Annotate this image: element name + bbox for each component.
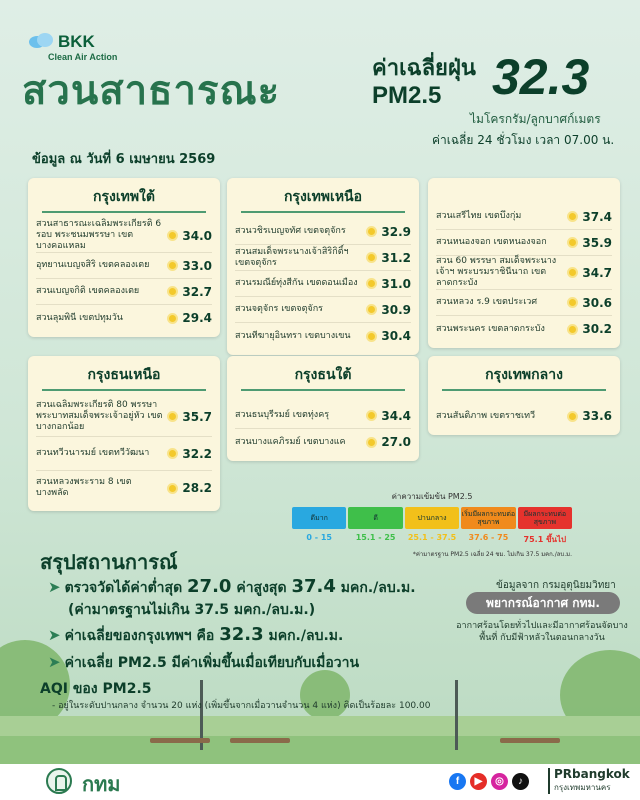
park-name: สวนพระนคร เขตลาดกระบัง xyxy=(436,323,545,334)
instagram-icon[interactable]: ◎ xyxy=(491,773,508,790)
park-value: 34.4 xyxy=(381,408,411,423)
tree-decoration xyxy=(300,670,350,720)
park-name: สวนจตุจักร เขตจตุจักร xyxy=(235,304,323,314)
sun-icon xyxy=(167,286,178,297)
park-value: 34.7 xyxy=(582,265,612,280)
average-period: ค่าเฉลี่ย 24 ชั่วโมง เวลา 07.00 น. xyxy=(432,133,615,147)
bullet-text: ค่าเฉลี่ยของกรุงเทพฯ คือ xyxy=(64,628,215,644)
page-title: สวนสาธารณะ xyxy=(22,69,281,113)
legend-level: มีผลกระทบต่อสุขภาพ xyxy=(518,507,572,529)
park-name: สวนทวีวนารมย์ เขตทวีวัฒนา xyxy=(36,448,150,458)
park-name: สวนสาธารณะเฉลิมพระเกียรติ 6 รอบ พระชนมพรรษา เขตบางคอแหลม xyxy=(36,219,162,251)
park-row xyxy=(436,230,612,256)
park-row xyxy=(36,397,212,437)
sun-icon xyxy=(167,411,178,422)
legend-range: 15.1 - 25 xyxy=(355,533,396,542)
data-date: ข้อมูล ณ วันที่ 6 เมษายน 2569 xyxy=(32,152,216,167)
legend-range: 75.1 ขึ้นไป xyxy=(523,535,567,544)
legend-level: ดี xyxy=(348,507,402,529)
park-row xyxy=(36,305,212,331)
legend-title: ค่าความเข้มข้น PM2.5 xyxy=(391,492,473,501)
legend-bars xyxy=(292,507,572,529)
park-value: 30.9 xyxy=(381,302,411,317)
park-row xyxy=(36,437,212,471)
park-value: 31.0 xyxy=(381,276,411,291)
sun-icon xyxy=(366,226,377,237)
park-value: 32.7 xyxy=(182,284,212,299)
zone-title: กรุงธนเหนือ xyxy=(42,364,206,391)
data-source: ข้อมูลจาก กรมอุตุนิยมวิทยา xyxy=(496,580,616,591)
park-row xyxy=(36,253,212,279)
legend-level: ปานกลาง xyxy=(405,507,459,529)
park-row xyxy=(436,256,612,290)
park-value: 34.0 xyxy=(182,228,212,243)
forecast-label: พยากรณ์อากาศ กทม. xyxy=(466,592,620,614)
bullet-text: ตรวจวัดได้ค่าต่ำสุด xyxy=(64,580,183,596)
average-value: 32.3 xyxy=(492,49,590,105)
park-value: 35.9 xyxy=(582,235,612,250)
park-value: 32.9 xyxy=(381,224,411,239)
park-row xyxy=(235,245,411,271)
sun-icon xyxy=(567,211,578,222)
park-row xyxy=(235,429,411,455)
facebook-icon[interactable]: f xyxy=(449,773,466,790)
youtube-icon[interactable]: ▶ xyxy=(470,773,487,790)
logo-text: BKK xyxy=(58,32,95,51)
sun-icon xyxy=(567,324,578,335)
park-row xyxy=(436,204,612,230)
park-value: 27.0 xyxy=(381,435,411,449)
legend-range: 0 - 15 xyxy=(306,533,332,542)
zone-title: กรุงเทพใต้ xyxy=(42,186,206,213)
park-name: สวนสมเด็จพระนางเจ้าสิริกิติ์ฯ เขตจตุจักร xyxy=(235,246,349,268)
sun-icon xyxy=(366,278,377,289)
bma-seal-icon xyxy=(46,768,72,794)
lamp-post xyxy=(455,680,458,750)
pr-subtitle: กรุงเทพมหานคร xyxy=(554,783,611,792)
summary-bullet xyxy=(48,624,343,647)
zone-card xyxy=(227,356,419,461)
sun-icon xyxy=(567,237,578,248)
arrow-icon: ➤ xyxy=(48,653,61,671)
pr-handle: PRbangkok xyxy=(554,767,630,781)
summary-title: สรุปสถานการณ์ xyxy=(40,550,178,574)
org-name: กทม xyxy=(82,772,121,796)
sun-icon xyxy=(167,483,178,494)
zone-title: กรุงธนใต้ xyxy=(241,364,405,391)
park-value: 30.6 xyxy=(582,295,612,310)
average-label: ค่าเฉลี่ยฝุ่น xyxy=(372,56,476,81)
park-name: สวน 60 พรรษา สมเด็จพระนางเจ้าฯ พระบรมราชินีนาถ เขตลาดกระบัง xyxy=(436,256,557,288)
bench xyxy=(150,738,210,743)
legend-ranges xyxy=(292,533,572,546)
pr-bangkok xyxy=(548,768,630,794)
park-row xyxy=(36,471,212,505)
zone-title: กรุงเทพกลาง xyxy=(442,364,606,391)
unit-label: ไมโครกรัม/ลูกบาศก์เมตร xyxy=(470,112,601,126)
park-value: 37.4 xyxy=(582,209,612,224)
park-name: สวนรมณีย์ทุ่งสีกัน เขตดอนเมือง xyxy=(235,278,358,288)
park-value: 31.2 xyxy=(381,250,411,265)
sun-icon xyxy=(167,260,178,271)
legend-level: ดีมาก xyxy=(292,507,346,529)
legend-level: เริ่มมีผลกระทบต่อสุขภาพ xyxy=(461,507,515,529)
park-row xyxy=(36,279,212,305)
park-value: 33.0 xyxy=(182,258,212,273)
sun-icon xyxy=(567,297,578,308)
sun-icon xyxy=(366,437,377,448)
park-value: 32.2 xyxy=(182,446,212,461)
sun-icon xyxy=(366,252,377,263)
bullet-text: ค่าสูงสุด xyxy=(236,580,287,596)
standard-note: (ค่ามาตรฐานไม่เกิน 37.5 มคก./ลบ.ม.) xyxy=(68,602,316,618)
zone-card xyxy=(28,178,220,337)
bench xyxy=(230,738,290,743)
park-row xyxy=(436,403,612,429)
park-name: สวนบางแคภิรมย์ เขตบางแค xyxy=(235,436,346,447)
logo-subtitle: Clean Air Action xyxy=(48,52,118,62)
park-row xyxy=(235,323,411,349)
park-name: สวนเสรีไทย เขตบึงกุ่ม xyxy=(436,211,522,221)
park-name: สวนทีฆายุอินทรา เขตบางเขน xyxy=(235,330,351,341)
legend-note: *ค่ามาตรฐาน PM2.5 เฉลี่ย 24 ชม. ไม่เกิน 37.5 มคก./ลบ.ม. xyxy=(412,551,572,558)
zone-card xyxy=(428,356,620,435)
max-value: 37.4 xyxy=(291,576,336,597)
legend-range: 25.1 - 37.5 xyxy=(407,533,457,542)
sun-icon xyxy=(167,448,178,459)
pm25-legend xyxy=(292,490,572,559)
zone-title: กรุงเทพเหนือ xyxy=(241,186,405,213)
park-row xyxy=(235,297,411,323)
park-value: 35.7 xyxy=(182,409,212,424)
pm25-label: PM2.5 xyxy=(372,82,442,109)
bench xyxy=(500,738,560,743)
park-name: สวนลุมพินี เขตปทุมวัน xyxy=(36,312,123,323)
legend-range: 37.6 - 75 xyxy=(468,533,509,542)
park-name: สวนหลวง ร.9 เขตประเวศ xyxy=(436,297,538,307)
park-row xyxy=(235,219,411,245)
sun-icon xyxy=(567,411,578,422)
bullet-unit: มคก./ลบ.ม. xyxy=(340,580,416,596)
forecast-text: อากาศร้อนโดยทั่วไปและมีอากาศร้อนจัดบางพื้นที่ กับมีฟ้าหลัวในตอนกลางวัน xyxy=(456,621,628,643)
park-name: สวนธนบุรีรมย์ เขตทุ่งครุ xyxy=(235,410,330,420)
park-name: สวนวชิรเบญจทัศ เขตจตุจักร xyxy=(235,226,346,236)
bangkok-average: 32.3 xyxy=(219,624,264,645)
park-row xyxy=(436,316,612,342)
aqi-title: AQI ของ PM2.5 xyxy=(40,681,152,697)
park-name: สวนหนองจอก เขตหนองจอก xyxy=(436,237,547,247)
cloud-icon xyxy=(28,32,54,48)
sun-icon xyxy=(366,410,377,421)
min-value: 27.0 xyxy=(187,576,232,597)
summary-bullet xyxy=(48,652,359,674)
arrow-icon: ➤ xyxy=(48,578,61,596)
park-row xyxy=(36,219,212,253)
park-value: 30.2 xyxy=(582,322,612,336)
park-name: อุทยานเบญจสิริ เขตคลองเตย xyxy=(36,260,150,270)
tiktok-icon[interactable]: ♪ xyxy=(512,773,529,790)
arrow-icon: ➤ xyxy=(48,626,61,644)
park-name: สวนเบญจกิติ เขตคลองเตย xyxy=(36,286,140,296)
bullet-unit: มคก./ลบ.ม. xyxy=(268,628,344,644)
park-name: สวนสันติภาพ เขตราชเทวี xyxy=(436,410,536,421)
park-name: สวนเฉลิมพระเกียรติ 80 พรรษา พระบาทสมเด็จพระเจ้าอยู่หัว เขตบางกอกน้อย xyxy=(36,400,163,432)
park-row xyxy=(436,290,612,316)
park-value: 29.4 xyxy=(182,311,212,325)
bullet-text: ค่าเฉลี่ย PM2.5 มีค่าเพิ่มขึ้นเมื่อเทียบกับเมื่อวาน xyxy=(64,655,360,671)
sun-icon xyxy=(366,304,377,315)
sun-icon xyxy=(167,230,178,241)
zone-card xyxy=(227,178,419,355)
zone-card xyxy=(428,178,620,348)
park-row xyxy=(235,271,411,297)
zone-card xyxy=(28,356,220,511)
park-value: 30.4 xyxy=(381,329,411,343)
park-value: 33.6 xyxy=(582,409,612,423)
aqi-text: - อยู่ในระดับปานกลาง จำนวน 20 แห่ง (เพิ่มขึ้นจากเมื่อวานจำนวน 4 แห่ง) คิดเป็นร้อยละ 100.00 xyxy=(52,701,431,711)
sun-icon xyxy=(366,331,377,342)
park-value: 28.2 xyxy=(182,481,212,495)
sun-icon xyxy=(567,267,578,278)
park-row xyxy=(235,403,411,429)
park-name: สวนหลวงพระราม 8 เขตบางพลัด xyxy=(36,477,132,498)
sun-icon xyxy=(167,313,178,324)
summary-bullet xyxy=(48,576,416,621)
